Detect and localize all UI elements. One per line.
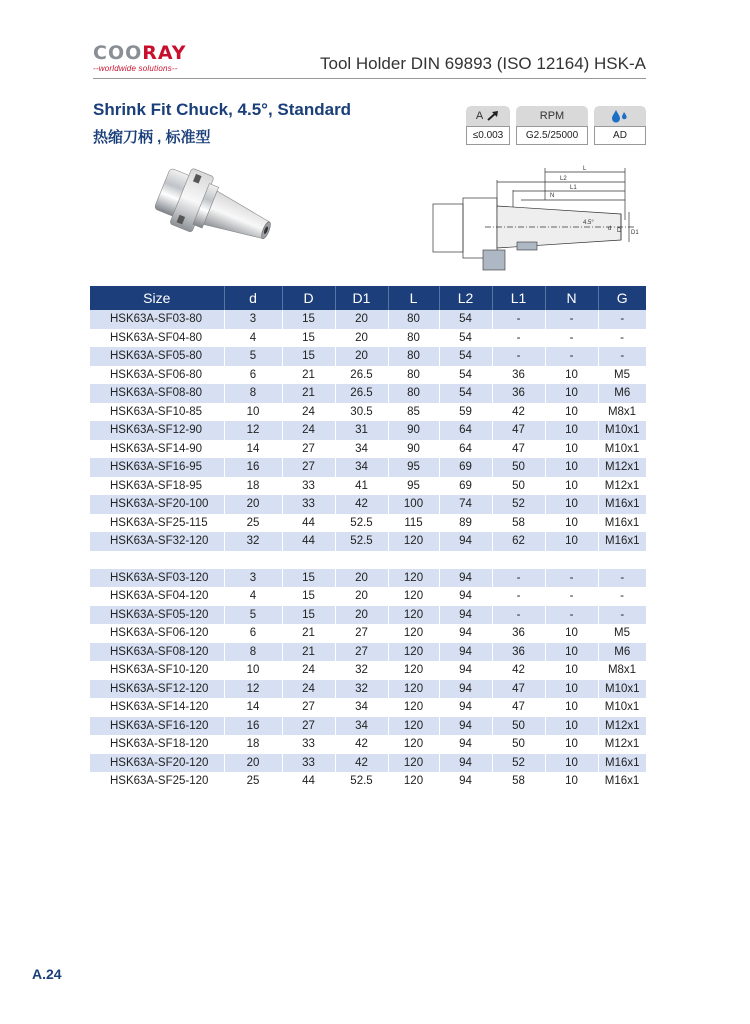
brand-wordmark: COORAY [93, 42, 187, 64]
table-cell: 50 [512, 479, 525, 492]
table-cell: 10 [545, 680, 598, 699]
table-cell: 12 [224, 421, 282, 440]
table-cell: 10 [565, 738, 578, 751]
dim-label-D: D [617, 228, 622, 234]
table-row [90, 384, 646, 403]
table-cell: M5 [614, 368, 630, 381]
table-cell: HSK63A-SF12-120 [90, 680, 224, 699]
table-cell: 10 [545, 532, 598, 551]
table-row [90, 403, 646, 422]
table-cell: M12x1 [598, 717, 646, 736]
table-cell: 52.5 [335, 532, 388, 551]
table-cell: 54 [459, 331, 472, 344]
product-photo [150, 160, 280, 270]
table-cell: 3 [224, 569, 282, 588]
table-cell: 10 [565, 701, 578, 714]
table-cell: 94 [459, 627, 472, 640]
table-cell: 47 [492, 421, 545, 440]
table-cell: 20 [335, 569, 388, 588]
table-cell: M10x1 [604, 701, 640, 714]
table-cell: 47 [512, 701, 525, 714]
table-row [90, 680, 646, 699]
table-cell: 120 [388, 606, 439, 625]
table-cell: HSK63A-SF20-120 [90, 754, 224, 773]
table-cell: 58 [512, 775, 525, 788]
table-cell: 94 [459, 664, 472, 677]
table-cell: HSK63A-SF03-120 [90, 569, 224, 588]
table-cell: 21 [302, 368, 315, 381]
table-cell: 54 [439, 310, 492, 329]
table-cell: M5 [614, 627, 630, 640]
product-subtitle: 热缩刀柄 , 标准型 [93, 129, 211, 146]
table-cell: 34 [335, 717, 388, 736]
spec-runout-label: A [475, 110, 484, 122]
table-cell: 10 [565, 442, 578, 455]
table-cell: 4 [249, 331, 257, 344]
table-row [90, 643, 646, 662]
table-cell: - [545, 569, 598, 588]
table-cell: - [545, 347, 598, 366]
table-cell: M8x1 [607, 405, 637, 418]
table-cell: 33 [302, 738, 315, 751]
table-cell: 14 [246, 442, 260, 455]
technical-drawing [425, 160, 640, 282]
table-cell: 24 [282, 421, 335, 440]
table-cell: 94 [439, 643, 492, 662]
table-cell: 27 [282, 458, 335, 477]
header-divider [93, 78, 646, 79]
table-cell: 52.5 [350, 516, 373, 529]
table-cell: 94 [459, 738, 472, 751]
table-cell: 54 [439, 384, 492, 403]
spec-coolant [594, 106, 646, 145]
table-cell: 44 [302, 775, 315, 788]
coolant-drops-icon [611, 109, 629, 123]
table-row [90, 772, 646, 791]
table-cell: 25 [246, 775, 260, 788]
table-cell: 27 [302, 442, 315, 455]
table-cell: 26.5 [335, 384, 388, 403]
table-cell: M16x1 [604, 516, 640, 529]
col-header-N: N [545, 286, 598, 310]
col-header-L: L [388, 286, 439, 310]
table-cell: 36 [512, 368, 525, 381]
table-row [90, 421, 646, 440]
col-header-L2: L2 [439, 286, 492, 310]
table-cell: 8 [224, 643, 282, 662]
runout-arrow-icon [486, 110, 500, 122]
table-cell: 120 [388, 717, 439, 736]
table-cell: 44 [282, 532, 335, 551]
table-cell: HSK63A-SF20-100 [90, 495, 224, 514]
table-cell: 74 [439, 495, 492, 514]
table-cell: 44 [302, 516, 315, 529]
table-cell: 16 [224, 458, 282, 477]
table-cell: HSK63A-SF10-85 [110, 405, 203, 418]
table-cell: 90 [407, 442, 420, 455]
table-cell: M12x1 [604, 738, 640, 751]
table-cell: HSK63A-SF25-120 [110, 775, 209, 788]
table-cell: 100 [388, 495, 439, 514]
table-cell: 15 [282, 569, 335, 588]
group-spacer [90, 551, 646, 569]
table-cell: 10 [545, 495, 598, 514]
table-cell: - [545, 606, 598, 625]
table-cell: 42 [512, 405, 525, 418]
table-row [90, 717, 646, 736]
table-cell: 20 [224, 754, 282, 773]
table-cell: 10 [565, 516, 578, 529]
table-cell: 20 [355, 331, 368, 344]
table-cell: M6 [598, 384, 646, 403]
table-cell: M16x1 [598, 532, 646, 551]
table-cell: 34 [335, 458, 388, 477]
table-cell: 94 [439, 569, 492, 588]
table-cell: M12x1 [604, 479, 640, 492]
table-cell: - [516, 590, 521, 603]
spec-coolant-value: AD [594, 126, 646, 145]
dimensions-table [90, 286, 646, 791]
table-cell: 120 [388, 754, 439, 773]
table-cell: 10 [565, 664, 578, 677]
table-cell: 10 [246, 664, 260, 677]
table-cell: 21 [302, 627, 315, 640]
table-cell: HSK63A-SF04-120 [110, 590, 209, 603]
table-cell: 5 [224, 606, 282, 625]
table-cell: 58 [512, 516, 525, 529]
table-cell: M10x1 [604, 442, 640, 455]
spec-rpm-value: G2.5/25000 [516, 126, 588, 145]
table-cell: 24 [282, 680, 335, 699]
table-cell: 120 [388, 643, 439, 662]
table-row [90, 624, 646, 643]
table-row [90, 366, 646, 385]
table-row [90, 754, 646, 773]
table-cell: M6 [598, 643, 646, 662]
table-cell: HSK63A-SF05-80 [90, 347, 224, 366]
table-cell: 42 [335, 754, 388, 773]
table-cell: 69 [439, 458, 492, 477]
table-cell: 32 [224, 532, 282, 551]
table-cell: 27 [335, 643, 388, 662]
table-cell: 89 [459, 516, 472, 529]
table-header-row [90, 286, 646, 310]
table-cell: HSK63A-SF05-120 [90, 606, 224, 625]
table-row [90, 440, 646, 459]
spec-rpm-label: RPM [516, 106, 588, 126]
table-cell: 10 [565, 627, 578, 640]
dim-label-angle: 4.5° [583, 220, 594, 226]
table-cell: - [492, 606, 545, 625]
table-cell: M10x1 [598, 680, 646, 699]
table-row [90, 569, 646, 588]
table-cell: - [598, 310, 646, 329]
table-cell: 90 [388, 421, 439, 440]
table-cell: 33 [282, 754, 335, 773]
table-cell: 25 [246, 516, 260, 529]
table-cell: 24 [302, 405, 315, 418]
table-cell: M16x1 [598, 754, 646, 773]
dim-label-l: L [583, 166, 587, 172]
table-cell: - [569, 590, 574, 603]
table-cell: - [620, 590, 624, 603]
table-cell: HSK63A-SF08-80 [90, 384, 224, 403]
col-header-D: D [282, 286, 335, 310]
col-header-L1: L1 [492, 286, 545, 310]
table-cell: 10 [565, 405, 578, 418]
table-cell: 36 [492, 643, 545, 662]
table-row [90, 329, 646, 348]
table-cell: 80 [388, 310, 439, 329]
table-row [90, 587, 646, 606]
table-row [90, 514, 646, 533]
product-title: Shrink Fit Chuck, 4.5°, Standard [93, 100, 352, 119]
table-cell: 21 [282, 384, 335, 403]
table-cell: HSK63A-SF18-95 [110, 479, 203, 492]
table-row [90, 477, 646, 496]
table-cell: 41 [355, 479, 368, 492]
table-cell: 32 [355, 664, 368, 677]
table-cell: 12 [224, 680, 282, 699]
table-cell: 30.5 [350, 405, 373, 418]
table-cell: 94 [439, 717, 492, 736]
table-cell: M16x1 [598, 495, 646, 514]
table-cell: 27 [355, 627, 368, 640]
dim-label-l2: L2 [560, 176, 567, 182]
table-cell: 80 [407, 368, 420, 381]
table-cell: 95 [407, 479, 420, 492]
table-cell: 15 [282, 347, 335, 366]
table-cell: 42 [355, 738, 368, 751]
spec-rpm [516, 106, 588, 145]
dim-label-l1: L1 [570, 185, 577, 191]
table-cell: 47 [512, 442, 525, 455]
table-cell: 20 [355, 590, 368, 603]
table-cell: 52.5 [350, 775, 373, 788]
table-cell: - [492, 347, 545, 366]
table-cell: 120 [403, 627, 424, 640]
table-cell: 54 [459, 368, 472, 381]
table-cell: 24 [302, 664, 315, 677]
table-cell: 15 [282, 606, 335, 625]
table-cell: 80 [388, 384, 439, 403]
table-cell: 120 [403, 738, 424, 751]
table-row [90, 735, 646, 754]
table-cell: 94 [439, 532, 492, 551]
table-cell: HSK63A-SF14-90 [110, 442, 203, 455]
table-cell: 94 [459, 590, 472, 603]
table-cell: 20 [335, 606, 388, 625]
table-cell: 120 [403, 701, 424, 714]
table-cell: 10 [545, 754, 598, 773]
table-cell: M12x1 [598, 458, 646, 477]
table-cell: 34 [355, 701, 368, 714]
table-cell: 4 [249, 590, 257, 603]
table-cell: 6 [249, 368, 257, 381]
table-cell: HSK63A-SF16-120 [90, 717, 224, 736]
table-cell: HSK63A-SF06-80 [110, 368, 203, 381]
table-cell: 120 [403, 775, 424, 788]
table-cell: 33 [282, 495, 335, 514]
table-cell: 42 [335, 495, 388, 514]
table-cell: 120 [403, 590, 424, 603]
table-cell: 10 [565, 479, 578, 492]
col-header-G: G [598, 286, 646, 310]
table-cell: 18 [246, 738, 260, 751]
table-cell: 10 [545, 717, 598, 736]
table-cell: 36 [512, 627, 525, 640]
table-cell: 18 [246, 479, 260, 492]
table-cell: 5 [224, 347, 282, 366]
brand-tagline: --worldwide solutions-- [93, 64, 178, 73]
table-cell: 10 [565, 775, 578, 788]
table-cell: 80 [407, 331, 420, 344]
table-cell: 120 [403, 664, 424, 677]
table-cell: 3 [224, 310, 282, 329]
table-cell: 15 [282, 310, 335, 329]
table-row [90, 661, 646, 680]
table-cell: - [598, 606, 646, 625]
table-cell: 15 [302, 590, 315, 603]
table-cell: - [545, 310, 598, 329]
table-cell: 115 [404, 516, 423, 529]
table-cell: HSK63A-SF25-115 [110, 516, 208, 529]
table-cell: M8x1 [607, 664, 637, 677]
table-cell: M10x1 [598, 421, 646, 440]
table-row [90, 458, 646, 477]
table-cell: 34 [355, 442, 368, 455]
table-cell: 59 [459, 405, 472, 418]
table-cell: HSK63A-SF16-95 [90, 458, 224, 477]
table-cell: 94 [459, 701, 472, 714]
table-cell: 64 [439, 421, 492, 440]
table-cell: HSK63A-SF10-120 [110, 664, 209, 677]
table-cell: 15 [302, 331, 315, 344]
table-cell: 50 [492, 717, 545, 736]
table-cell: 20 [335, 347, 388, 366]
col-header-size: Size [90, 286, 224, 310]
table-cell: 94 [439, 680, 492, 699]
table-row [90, 532, 646, 551]
table-cell: 33 [302, 479, 315, 492]
table-cell: 21 [282, 643, 335, 662]
table-row [90, 310, 646, 329]
table-cell: 10 [545, 458, 598, 477]
table-cell: HSK63A-SF12-90 [90, 421, 224, 440]
table-cell: 36 [492, 384, 545, 403]
spec-runout [466, 106, 510, 145]
table-row [90, 698, 646, 717]
col-header-d: d [224, 286, 282, 310]
table-cell: 94 [439, 606, 492, 625]
table-cell: 120 [388, 680, 439, 699]
group-spacer-row [90, 551, 646, 569]
table-cell: 50 [512, 738, 525, 751]
table-cell: 95 [388, 458, 439, 477]
table-cell: 10 [545, 643, 598, 662]
table-cell: 54 [439, 347, 492, 366]
catalog-section-title: Tool Holder DIN 69893 (ISO 12164) HSK-A [320, 54, 646, 73]
table-cell: 14 [246, 701, 260, 714]
table-cell: 27 [282, 717, 335, 736]
table-cell: HSK63A-SF06-120 [110, 627, 209, 640]
table-cell: 20 [224, 495, 282, 514]
table-cell: M16x1 [604, 775, 640, 788]
table-cell: 80 [388, 347, 439, 366]
table-cell: 42 [512, 664, 525, 677]
table-cell: 16 [224, 717, 282, 736]
table-cell: 10 [565, 368, 578, 381]
table-cell: - [492, 310, 545, 329]
table-row [90, 347, 646, 366]
table-cell: 50 [492, 458, 545, 477]
table-cell: 120 [388, 532, 439, 551]
table-cell: 32 [335, 680, 388, 699]
table-cell: HSK63A-SF08-120 [90, 643, 224, 662]
table-cell: HSK63A-SF03-80 [90, 310, 224, 329]
table-cell: 64 [459, 442, 472, 455]
table-cell: 69 [459, 479, 472, 492]
brand-logo [93, 44, 213, 76]
table-cell: 10 [545, 384, 598, 403]
table-row [90, 606, 646, 625]
table-cell: 20 [335, 310, 388, 329]
table-cell: 6 [249, 627, 257, 640]
table-cell: 31 [335, 421, 388, 440]
page-number: A.24 [32, 966, 62, 982]
table-cell: 62 [492, 532, 545, 551]
table-cell: 52 [492, 495, 545, 514]
table-cell: 94 [439, 754, 492, 773]
dim-label-d: d [608, 226, 612, 232]
table-cell: - [492, 569, 545, 588]
table-cell: 27 [302, 701, 315, 714]
table-cell: 10 [246, 405, 260, 418]
table-cell: - [620, 331, 624, 344]
table-cell: 85 [407, 405, 420, 418]
table-row [90, 495, 646, 514]
dim-label-N: N [550, 193, 555, 199]
table-cell: HSK63A-SF32-120 [90, 532, 224, 551]
table-cell: 52 [492, 754, 545, 773]
table-cell: 10 [545, 421, 598, 440]
table-cell: - [598, 569, 646, 588]
spec-runout-value: ≤0.003 [466, 126, 510, 145]
table-cell: - [569, 331, 574, 344]
dim-label-D1: D1 [631, 230, 639, 236]
table-cell: 26.5 [350, 368, 373, 381]
table-cell: 94 [459, 775, 472, 788]
col-header-D1: D1 [335, 286, 388, 310]
table-cell: 47 [492, 680, 545, 699]
table-cell: 120 [388, 569, 439, 588]
table-cell: HSK63A-SF14-120 [110, 701, 209, 714]
table-cell: - [516, 331, 521, 344]
table-cell: - [598, 347, 646, 366]
table-cell: 8 [224, 384, 282, 403]
table-cell: HSK63A-SF04-80 [110, 331, 203, 344]
table-cell: HSK63A-SF18-120 [110, 738, 209, 751]
